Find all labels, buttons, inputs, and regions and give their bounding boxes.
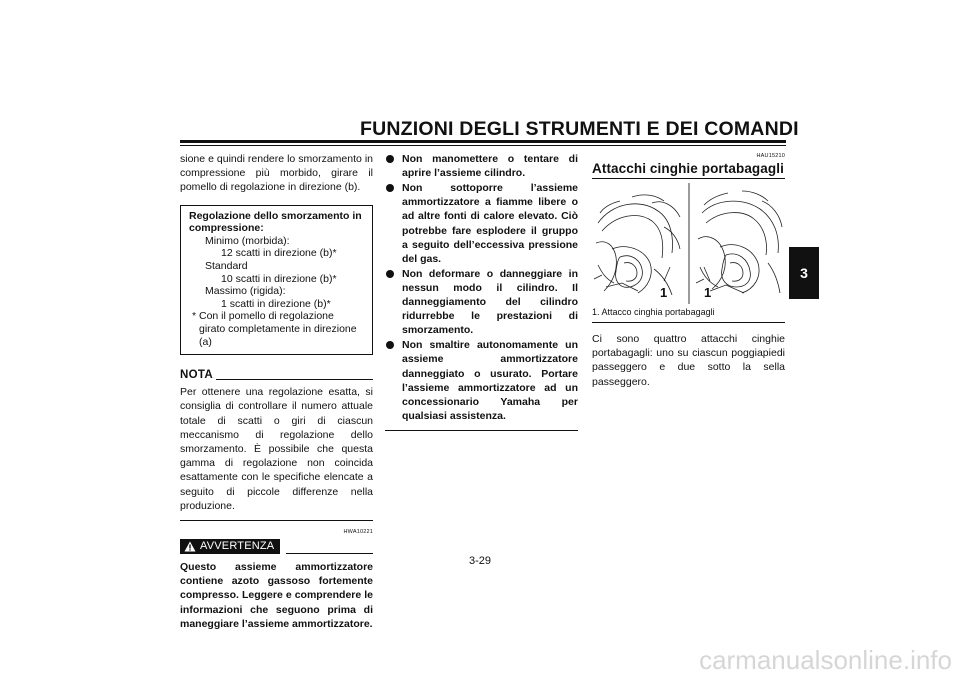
bullet-text: Non sottoporre l’assieme ammortizzatore a fiamme libere o ad altre fonti di calore elevato. Ciò potrebbe fare esplodere il gruppo a seguito dell’eccessiva pressione del gas. [402,181,578,265]
nota-text: Per ottenere una regolazione esatta, si consiglia di controllare il numero attuale totale di scatti o giri di ciascun meccanismo di regolazione dello smorzamento. È possibile che questa gamma di regolazione non coincida esattamente con le specifiche elencate a seguito di piccole differenze nella produzione. [180,386,373,512]
warning-code: HWA10221 [343,528,373,535]
bullet-text: Non smaltire autonomamente un assieme ammortizzatore danneggiato o usurato. Portare l’assieme ammortizzatore ad un concessionario Yamaha per qualsiasi assistenza. [402,339,578,423]
spec-box-title: Regolazione dello smorzamento in compressione: [189,209,362,235]
list-item [385,267,578,338]
bullet-dot-icon [386,155,394,163]
spec-line: Standard [205,259,248,272]
spec-box [180,205,373,356]
spec-line: 12 scatti in direzione (b)* [221,247,337,260]
column-1 [180,152,373,641]
column-2 [385,152,578,431]
page-number: 3-29 [468,555,492,567]
bullet-dot-icon [386,341,394,349]
header-rule-thin [180,145,786,146]
warning-end-rule [385,430,578,431]
luggage-strap-figure [592,183,785,304]
callout-leader-left [664,267,670,281]
nota-label: NOTA [180,369,213,382]
spec-footnote: * Con il pomello di regolazione girato completamente in direzione (a) [192,310,357,348]
intro-paragraph: sione e quindi rendere lo smorzamento in compressione più morbido, girare il pomello di regolazione in direzione (b). [180,153,373,194]
header-rule-thick [180,140,786,143]
motorcycle-seat-illustration [592,183,785,304]
chapter-tab: 3 [789,247,819,299]
nota-rule [216,379,373,380]
warning-heading [180,539,373,554]
spec-line: Massimo (rigida): [205,285,286,298]
warning-label: AVVERTENZA [200,539,275,552]
bullet-text: Non deformare o danneggiare in nessun modo il cilindro. Il danneggiamento del cilindro ridurrebbe le prestazioni di smorzamento. [402,267,578,337]
section-body: Ci sono quattro attacchi cinghie portabagagli: uno su ciascun poggiapiedi passeggero e due sotto la sella passeggero. [592,333,785,388]
nota-end-rule [180,520,373,521]
warning-rule [286,553,373,554]
section-code: HAU15210 [756,153,785,159]
page-header-title: FUNZIONI DEGLI STRUMENTI E DEI COMANDI [360,118,799,140]
callout-number-left: 1 [660,285,668,300]
callout-number-right: 1 [704,285,712,300]
nota-heading [180,369,373,381]
warning-text: Questo assieme ammortizzatore contiene azoto gassoso fortemente compresso. Leggere e comprendere le informazioni che seguono prima di maneggiare l’assieme ammortizzatore. [180,560,373,630]
spec-line: Minimo (morbida): [205,234,290,247]
section-title-rule [592,178,785,179]
warning-bullet-list [385,152,578,423]
warning-badge [180,539,280,554]
section-title: Attacchi cinghie portabagagli [592,161,784,176]
figure-caption: 1. Attacco cinghia portabagagli [592,307,715,317]
list-item [385,181,578,266]
list-item [385,152,578,180]
column-3 [592,152,785,389]
bullet-dot-icon [386,270,394,278]
figure-caption-rule [592,322,785,323]
watermark: carmanualsonline.info [699,645,952,675]
bullet-dot-icon [386,184,394,192]
bullet-text: Non manomettere o tentare di aprire l’assieme cilindro. [402,153,578,180]
warning-triangle-icon [184,541,196,552]
spec-line: 1 scatti in direzione (b)* [221,297,331,310]
spec-line: 10 scatti in direzione (b)* [221,272,337,285]
list-item [385,338,578,423]
